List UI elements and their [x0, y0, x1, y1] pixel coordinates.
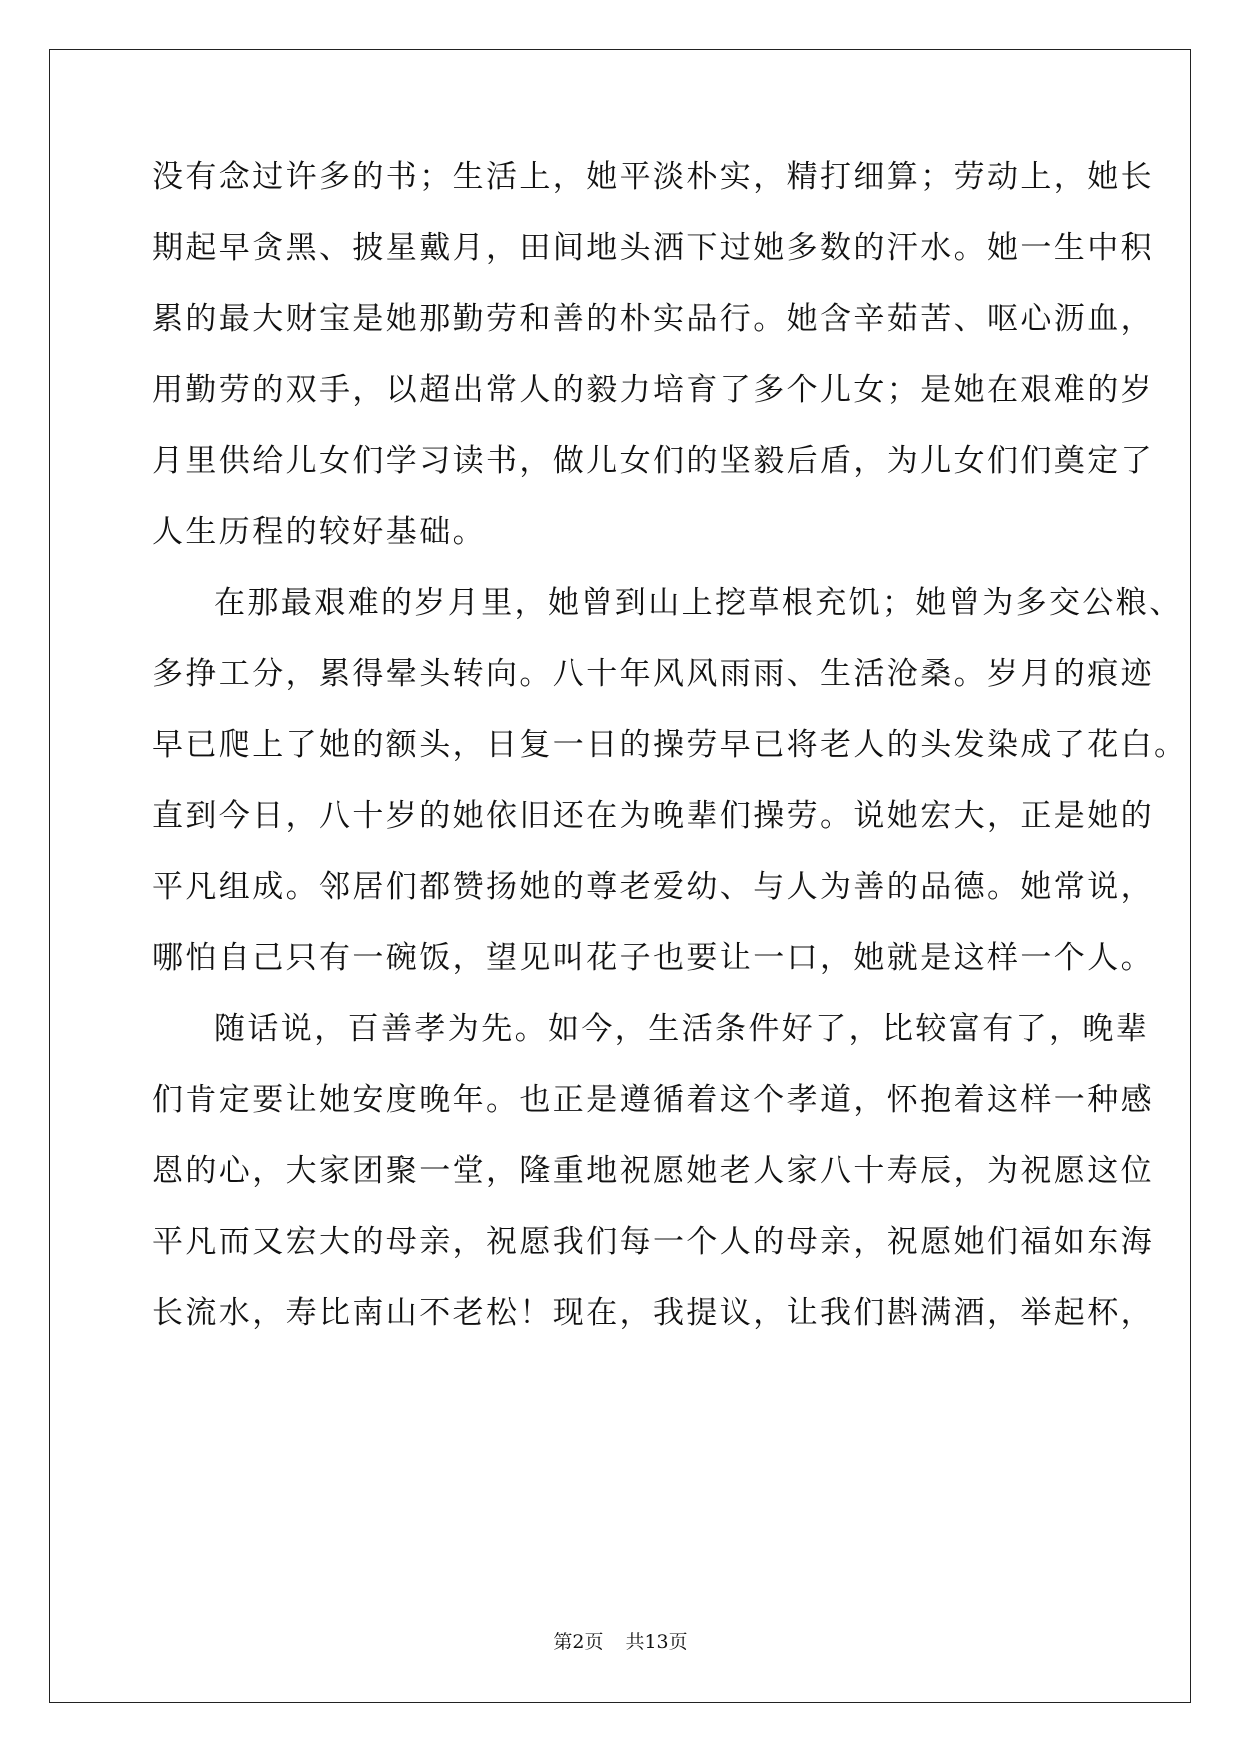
text-line: 多挣工分，累得晕头转向。八十年风风雨雨、生活沧桑。岁月的痕迹: [152, 656, 1154, 692]
text-line: 们肯定要让她安度晚年。也正是遵循着这个孝道，怀抱着这样一种感: [152, 1082, 1154, 1118]
page-number: 第2页: [553, 1631, 604, 1653]
text-line: 在那最艰难的岁月里，她曾到山上挖草根充饥；她曾为多交公粮、: [214, 585, 1183, 621]
text-line: 期起早贪黑、披星戴月，田间地头洒下过她多数的汗水。她一生中积: [152, 230, 1154, 266]
text-line: 用勤劳的双手，以超出常人的毅力培育了多个儿女；是她在艰难的岁: [152, 372, 1154, 408]
page-footer: [0, 1630, 1241, 1654]
text-line: 人生历程的较好基础。: [152, 514, 486, 550]
text-line: 长流水，寿比南山不老松！现在，我提议，让我们斟满酒，举起杯，: [152, 1295, 1154, 1331]
page-total: 共13页: [625, 1631, 688, 1653]
text-line: 月里供给儿女们学习读书，做儿女们的坚毅后盾，为儿女们们奠定了: [152, 443, 1154, 479]
text-line: 平凡组成。邻居们都赞扬她的尊老爱幼、与人为善的品德。她常说，: [152, 869, 1154, 905]
text-line: 直到今日，八十岁的她依旧还在为晚辈们操劳。说她宏大，正是她的: [152, 798, 1154, 834]
text-line: 哪怕自己只有一碗饭，望见叫花子也要让一口，她就是这样一个人。: [152, 940, 1154, 976]
text-line: 恩的心，大家团聚一堂，隆重地祝愿她老人家八十寿辰，为祝愿这位: [152, 1153, 1154, 1189]
text-line: 随话说，百善孝为先。如今，生活条件好了，比较富有了，晚辈: [214, 1011, 1150, 1047]
text-line: 累的最大财宝是她那勤劳和善的朴实品行。她含辛茹苦、呕心沥血，: [152, 301, 1154, 337]
text-line: 没有念过许多的书；生活上，她平淡朴实，精打细算；劳动上，她长: [152, 159, 1154, 195]
text-line: 早已爬上了她的额头，日复一日的操劳早已将老人的头发染成了花白。: [152, 727, 1188, 763]
text-line: 平凡而又宏大的母亲，祝愿我们每一个人的母亲，祝愿她们福如东海: [152, 1224, 1154, 1260]
